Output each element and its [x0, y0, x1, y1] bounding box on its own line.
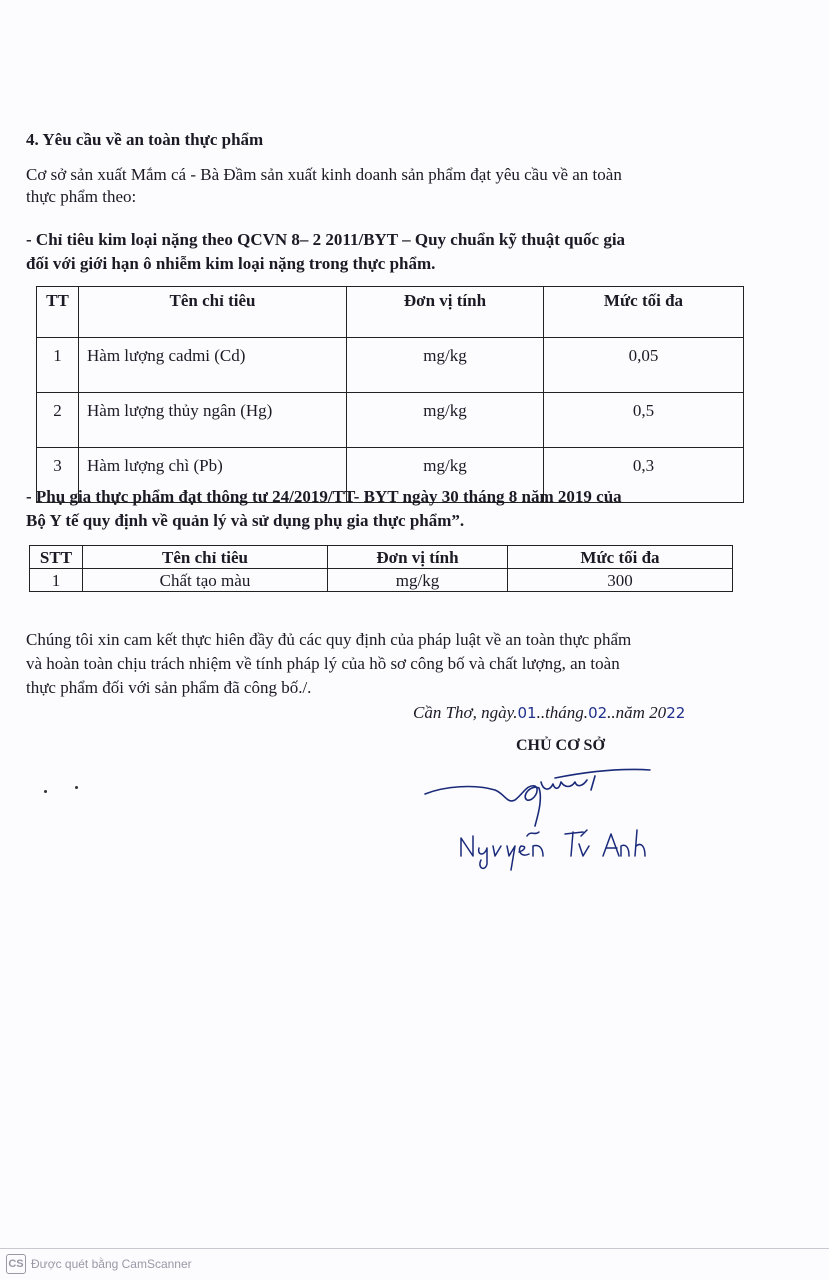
intro-line-1: Cơ sở sản xuất Mắm cá - Bà Đầm sản xuất kinh doanh sản phẩm đạt yêu cầu về an toàn	[26, 165, 622, 184]
table-row	[30, 569, 733, 592]
col-header-tt: TT	[37, 287, 79, 338]
scan-speck	[44, 790, 47, 793]
handwritten-signature	[415, 760, 675, 880]
intro-paragraph	[26, 164, 726, 208]
date-month: 02	[588, 704, 608, 722]
row-max-value: 300	[508, 569, 733, 592]
row-max-value: 0,3	[544, 448, 744, 503]
col-header-stt: STT	[30, 546, 83, 569]
watermark-text: Được quét bằng CamScanner	[31, 1257, 192, 1271]
page-bottom-edge	[0, 1248, 829, 1249]
additive-table	[29, 545, 733, 592]
row-unit: mg/kg	[347, 393, 544, 448]
row-number: 3	[37, 448, 79, 503]
col-header-indicator: Tên chỉ tiêu	[83, 546, 328, 569]
owner-title: CHỦ CƠ SỞ	[516, 737, 605, 754]
heavy-metal-line-2: đối với giới hạn ô nhiễm kim loại nặng trong thực phẩm.	[26, 254, 436, 273]
table-row	[37, 393, 744, 448]
additive-line-2: Bộ Y tế quy định về quản lý và sử dụng phụ gia thực phẩm”.	[26, 511, 465, 530]
commitment-line-2: và hoàn toàn chịu trách nhiệm về tính pháp lý của hồ sơ công bố và chất lượng, an toàn	[26, 654, 620, 673]
date-year-label: ..năm 20	[607, 703, 667, 722]
row-indicator: Chất tạo màu	[83, 569, 328, 592]
row-unit: mg/kg	[347, 448, 544, 503]
table-header-row	[37, 287, 744, 338]
additive-line-1: - Phụ gia thực phẩm đạt thông tư 24/2019/TT- BYT ngày 30 tháng 8 năm 2019 của	[26, 487, 622, 506]
additive-requirement	[26, 485, 746, 533]
table-row	[37, 338, 744, 393]
date-month-label: ..tháng.	[536, 703, 589, 722]
scan-speck	[75, 786, 78, 789]
commitment-paragraph	[26, 628, 746, 700]
row-unit: mg/kg	[328, 569, 508, 592]
commitment-line-1: Chúng tôi xin cam kết thực hiên đầy đủ các quy định của pháp luật về an toàn thực phẩm	[26, 630, 632, 649]
col-header-max: Mức tối đa	[544, 287, 744, 338]
heavy-metal-requirement	[26, 228, 746, 276]
row-indicator: Hàm lượng thủy ngân (Hg)	[79, 393, 347, 448]
row-number: 2	[37, 393, 79, 448]
col-header-unit: Đơn vị tính	[347, 287, 544, 338]
col-header-indicator: Tên chỉ tiêu	[79, 287, 347, 338]
signing-date	[413, 703, 685, 723]
date-year-suffix: 22	[666, 704, 686, 722]
camscanner-logo-icon: CS	[6, 1254, 26, 1274]
row-indicator: Hàm lượng chì (Pb)	[79, 448, 347, 503]
row-unit: mg/kg	[347, 338, 544, 393]
scanner-watermark	[6, 1254, 192, 1274]
heavy-metal-table	[36, 286, 744, 503]
table-header-row	[30, 546, 733, 569]
col-header-unit: Đơn vị tính	[328, 546, 508, 569]
row-max-value: 0,05	[544, 338, 744, 393]
row-max-value: 0,5	[544, 393, 744, 448]
section-heading: 4. Yêu cầu về an toàn thực phẩm	[26, 130, 264, 149]
col-header-max: Mức tối đa	[508, 546, 733, 569]
row-indicator: Hàm lượng cadmi (Cd)	[79, 338, 347, 393]
heavy-metal-line-1: - Chỉ tiêu kim loại nặng theo QCVN 8– 2 2011/BYT – Quy chuẩn kỹ thuật quốc gia	[26, 230, 626, 249]
commitment-line-3: thực phẩm đối với sản phẩm đã công bố./.	[26, 678, 312, 697]
intro-line-2: thực phẩm theo:	[26, 187, 137, 206]
row-number: 1	[30, 569, 83, 592]
date-day: 01	[517, 704, 537, 722]
date-prefix: Cần Thơ, ngày.	[413, 703, 518, 722]
row-number: 1	[37, 338, 79, 393]
